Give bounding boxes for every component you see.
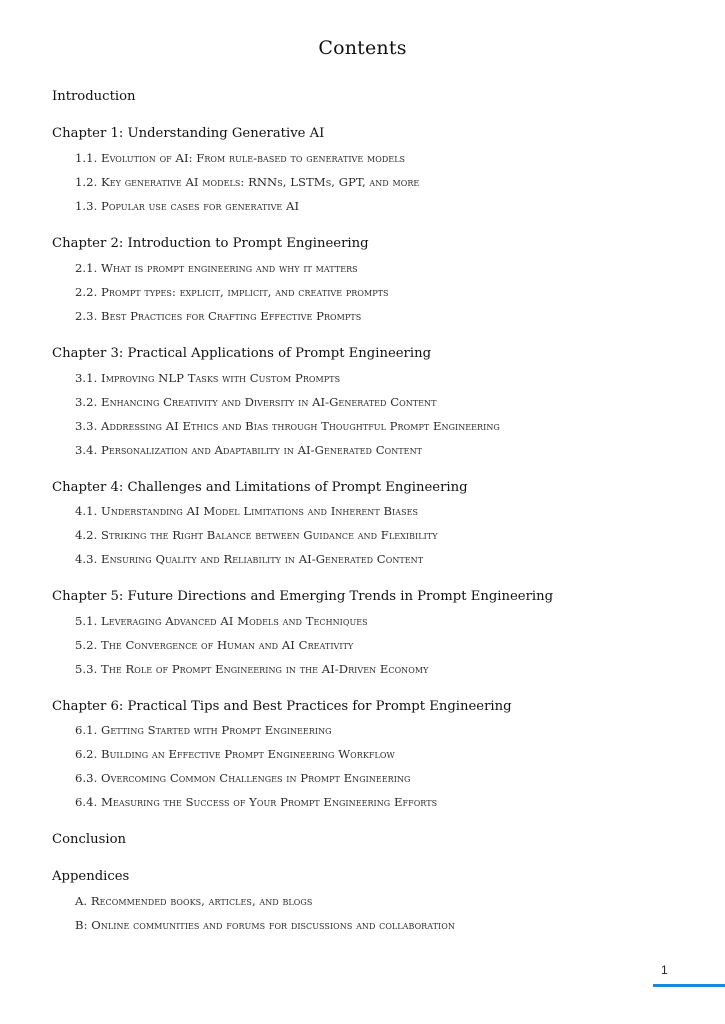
toc-chapter-4[interactable]: Chapter 4: Challenges and Limitations of Prompt Engineering bbox=[52, 480, 468, 495]
toc-section-1-3[interactable]: 1.3. Popular use cases for generative AI bbox=[75, 199, 300, 213]
toc-section-6-3[interactable]: 6.3. Overcoming Common Challenges in Prompt Engineering bbox=[75, 771, 411, 785]
toc-section-2-2[interactable]: 2.2. Prompt types: explicit, implicit, and creative prompts bbox=[75, 285, 389, 299]
toc-section-4-1[interactable]: 4.1. Understanding AI Model Limitations and Inherent Biases bbox=[75, 504, 419, 518]
toc-section-4-3[interactable]: 4.3. Ensuring Quality and Reliability in AI-Generated Content bbox=[75, 552, 424, 566]
toc-section-2-3[interactable]: 2.3. Best Practices for Crafting Effective Prompts bbox=[75, 309, 362, 323]
toc-section-2-1[interactable]: 2.1. What is prompt engineering and why it matters bbox=[75, 261, 358, 275]
toc-conclusion[interactable]: Conclusion bbox=[52, 832, 127, 847]
toc-section-3-4[interactable]: 3.4. Personalization and Adaptability in AI-Generated Content bbox=[75, 443, 422, 457]
toc-section-5-3[interactable]: 5.3. The Role of Prompt Engineering in the AI-Driven Economy bbox=[75, 662, 429, 676]
toc-section-1-2[interactable]: 1.2. Key generative AI models: RNNs, LSTMs, GPT, and more bbox=[75, 175, 420, 189]
toc-section-3-3[interactable]: 3.3. Addressing AI Ethics and Bias through Thoughtful Prompt Engineering bbox=[75, 419, 500, 433]
toc-section-1-1[interactable]: 1.1. Evolution of AI: From rule-based to generative models bbox=[75, 151, 406, 165]
toc-appendix-a[interactable]: A. Recommended books, articles, and blogs bbox=[75, 894, 313, 908]
page-title: Contents bbox=[318, 37, 407, 59]
toc-chapter-3[interactable]: Chapter 3: Practical Applications of Prompt Engineering bbox=[52, 346, 432, 361]
toc-chapter-2[interactable]: Chapter 2: Introduction to Prompt Engineering bbox=[52, 236, 369, 251]
toc-appendices[interactable]: Appendices bbox=[52, 869, 130, 884]
page-number: 1 bbox=[661, 963, 668, 977]
toc-chapter-5[interactable]: Chapter 5: Future Directions and Emerging Trends in Prompt Engineering bbox=[52, 589, 554, 604]
toc-section-6-2[interactable]: 6.2. Building an Effective Prompt Engineering Workflow bbox=[75, 747, 395, 761]
toc-section-3-1[interactable]: 3.1. Improving NLP Tasks with Custom Prompts bbox=[75, 371, 341, 385]
toc-chapter-1[interactable]: Chapter 1: Understanding Generative AI bbox=[52, 126, 325, 141]
toc-section-6-1[interactable]: 6.1. Getting Started with Prompt Engineering bbox=[75, 723, 332, 737]
toc-appendix-b[interactable]: B: Online communities and forums for discussions and collaboration bbox=[75, 918, 455, 932]
toc-section-5-1[interactable]: 5.1. Leveraging Advanced AI Models and Techniques bbox=[75, 614, 368, 628]
toc-section-5-2[interactable]: 5.2. The Convergence of Human and AI Creativity bbox=[75, 638, 354, 652]
toc-chapter-6[interactable]: Chapter 6: Practical Tips and Best Practices for Prompt Engineering bbox=[52, 699, 512, 714]
toc-section-3-2[interactable]: 3.2. Enhancing Creativity and Diversity in AI-Generated Content bbox=[75, 395, 437, 409]
footer-accent-bar bbox=[653, 984, 725, 987]
toc-section-6-4[interactable]: 6.4. Measuring the Success of Your Prompt Engineering Efforts bbox=[75, 795, 438, 809]
toc-introduction[interactable]: Introduction bbox=[52, 89, 136, 104]
toc-section-4-2[interactable]: 4.2. Striking the Right Balance between Guidance and Flexibility bbox=[75, 528, 438, 542]
